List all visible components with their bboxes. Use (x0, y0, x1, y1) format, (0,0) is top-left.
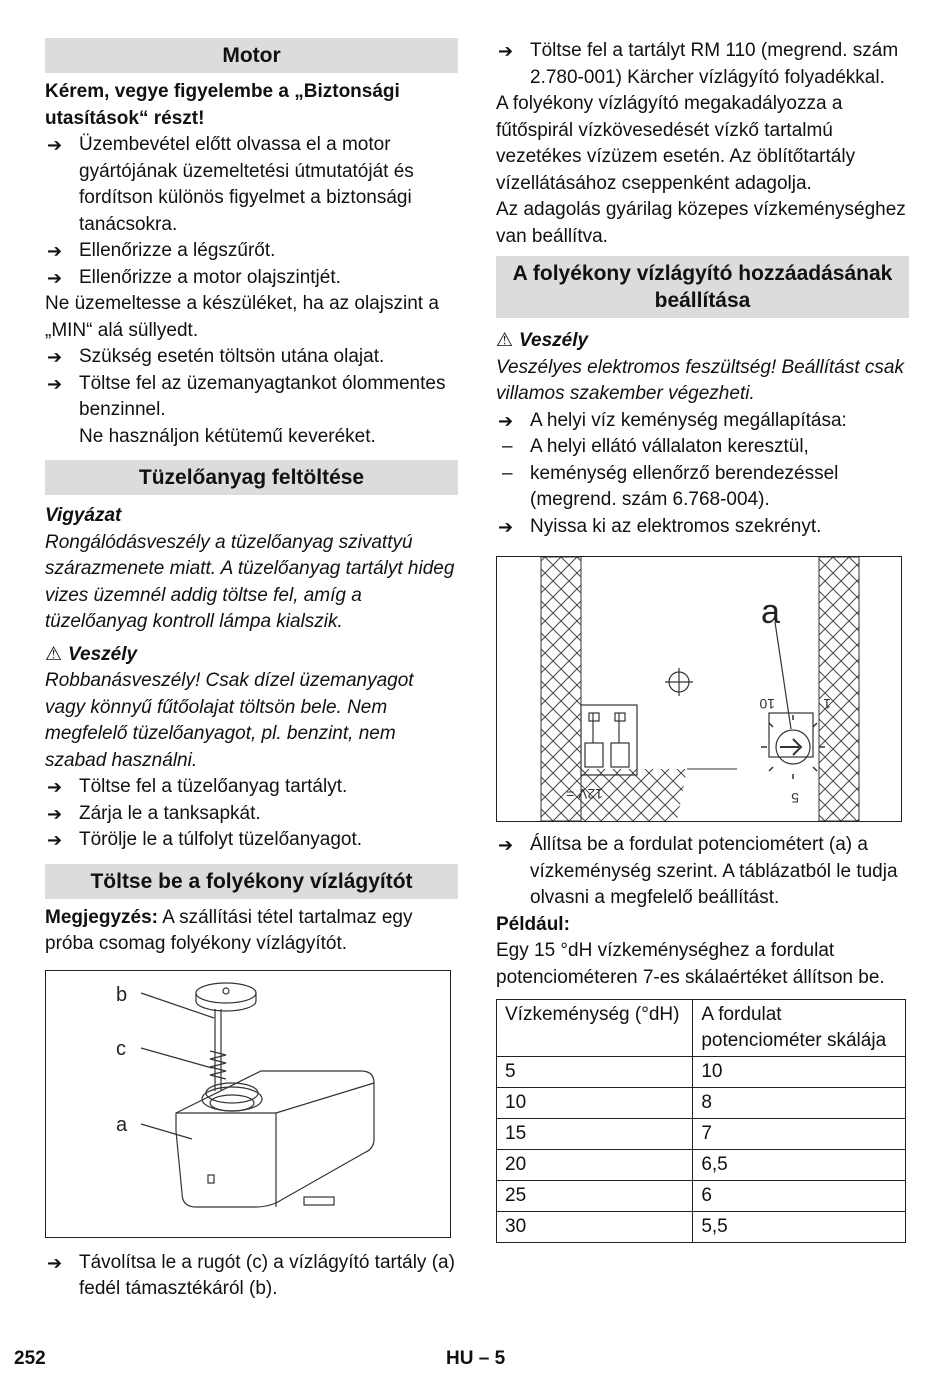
arrow-icon: ➔ (47, 803, 63, 824)
arrow-icon: ➔ (47, 830, 63, 850)
table-cell: 6,5 (693, 1150, 906, 1181)
table-cell: 25 (497, 1181, 693, 1212)
table-cell: A fordulat potenciométer skálája (693, 1000, 906, 1057)
softener-note: Megjegyzés: A szállítási tétel tartalmaz egy próba csomag folyékony vízlágyítót. (45, 906, 413, 954)
hardness-table (496, 999, 906, 1243)
label-a: a (116, 1113, 128, 1136)
table-cell: 10 (693, 1057, 906, 1088)
table-cell: Vízkeménység (°dH) (497, 1000, 693, 1057)
table-row (497, 1181, 906, 1212)
step-item: ➔ Töltse fel a tartályt RM 110 (megrend. szám 2.780-001) Kärcher vízlágyító folyadékkal. (498, 40, 899, 88)
step-item: ➔ Ellenőrizze a légszűrőt. (45, 238, 458, 265)
caution-text: Rongálódásveszély a tüzelőanyag szivattyú szárazmenete miatt. A tüzelőanyag tartályt hideg vizes üzemnél addig töltse fel, amíg a tüzelőanyag kontroll lámpa kialszik. (45, 531, 455, 632)
table-cell: 7 (693, 1119, 906, 1150)
warning-triangle-icon: ⚠ (45, 643, 63, 665)
step-item: ➔ Szükség esetén töltsön utána olajat. (45, 344, 458, 371)
right-column (496, 38, 909, 1243)
scale-label-10: 10 (759, 696, 775, 712)
arrow-icon: ➔ (498, 41, 514, 61)
table-cell: 5,5 (693, 1212, 906, 1243)
label-c: c (116, 1037, 126, 1060)
danger-text: Veszélyes elektromos feszültség! Beállítást csak villamos szakember végezheti. (496, 356, 904, 404)
softener-tank-drawing (46, 971, 450, 1237)
table-cell: 15 (497, 1119, 693, 1150)
danger-heading: ⚠ Veszély (496, 330, 589, 351)
left-column (45, 38, 458, 1303)
step-item: ➔ Állítsa be a fordulat potenciométert (a) a vízkeménység szerint. A táblázatból le tudja olvasni a megfelelő beállítást. (498, 834, 898, 908)
arrow-icon: ➔ (47, 135, 63, 155)
safety-note: Kérem, vegye figyelembe a „Biztonsági utasítások“ részt! (45, 81, 400, 129)
electrical-cabinet-figure (496, 556, 902, 822)
table-cell: 10 (497, 1088, 693, 1119)
dash-item: – keménység ellenőrző berendezéssel (megrend. szám 6.768-004). (502, 462, 839, 510)
step-item: ➔ Nyissa ki az elektromos szekrényt. (496, 514, 909, 541)
table-cell: 20 (497, 1150, 693, 1181)
arrow-icon: ➔ (498, 835, 514, 855)
warning-triangle-icon: ⚠ (496, 330, 514, 351)
label-a: a (761, 593, 780, 631)
arrow-icon: ➔ (47, 347, 63, 367)
dash-item: – A helyi ellátó vállalaton keresztül, (502, 436, 809, 457)
scale-label-5: 5 (791, 790, 799, 806)
arrow-icon: ➔ (47, 1252, 63, 1273)
step-item: ➔ Ellenőrizze a motor olajszintjét. (45, 265, 458, 292)
danger-text: Robbanásveszély! Csak dízel üzemanyagot vagy könnyű fűtőolajat töltsön bele. Nem megfelelő tüzelőanyagot, pl. benzint, nem szabad használni. (45, 670, 414, 771)
example-text: Egy 15 °dH vízkeménységhez a fordulat potenciométeren 7-es skálaértéket állítson be. (496, 940, 885, 988)
table-cell: 30 (497, 1212, 693, 1243)
softener-tank-figure (45, 970, 451, 1238)
table-header-row (497, 1000, 906, 1057)
table-row (497, 1119, 906, 1150)
page-number: 252 (14, 1348, 46, 1369)
potentiometer-drawing (497, 557, 901, 821)
step-note: Ne használjon kétütemű keveréket. (79, 425, 376, 447)
table-row (497, 1150, 906, 1181)
example-label: Például: (496, 913, 570, 935)
label-b: b (116, 983, 128, 1006)
arrow-icon: ➔ (498, 516, 514, 537)
table-cell: 8 (693, 1088, 906, 1119)
step-item: ➔ Üzembevétel előtt olvassa el a motor gyártójának üzemeltetési útmutatóját és fordítson különös figyelmet a biztonsági tanácsokra. (47, 134, 414, 235)
arrow-icon: ➔ (47, 267, 63, 288)
scale-label-1: 1 (823, 696, 831, 712)
step-item: ➔ A helyi víz keménység megállapítása: (496, 408, 909, 435)
table-cell: 6 (693, 1181, 906, 1212)
step-item: ➔ Töltse fel az üzemanyagtankot ólommentes benzinnel. (47, 372, 446, 420)
table-cell: 5 (497, 1057, 693, 1088)
section-number: HU – 5 (446, 1348, 506, 1369)
voltage-label: 12V = (566, 786, 603, 802)
step-item: ➔ Távolítsa le a rugót (c) a vízlágyító tartály (a) fedél támasztékáról (b). (47, 1251, 455, 1299)
oil-note: Ne üzemeltesse a készüléket, ha az olajszint a „MIN“ alá süllyedt. (45, 293, 439, 341)
arrow-icon: ➔ (47, 777, 63, 797)
heading-motor: Motor (45, 38, 458, 73)
step-item: ➔ Töltse fel a tüzelőanyag tartályt. (45, 774, 458, 801)
arrow-icon: ➔ (47, 373, 63, 394)
paragraph: A folyékony vízlágyító megakadályozza a fűtőspirál vízkövesedését vízkő tartalmú vezetékes vízüzem esetén. Az öblítőtartály vízellátásához cseppenként adagolja. (496, 93, 856, 194)
heading-adjust: A folyékony vízlágyító hozzáadásának beállítása (496, 256, 909, 318)
step-item: ➔ Zárja le a tanksapkát. (45, 801, 458, 828)
heading-softener: Töltse be a folyékony vízlágyítót (45, 864, 458, 899)
heading-fuel: Tüzelőanyag feltöltése (45, 460, 458, 495)
paragraph: Az adagolás gyárilag közepes vízkeménységhez van beállítva. (496, 199, 906, 247)
table-row (497, 1088, 906, 1119)
caution-title: Vigyázat (45, 505, 122, 526)
arrow-icon: ➔ (498, 410, 514, 431)
table-row (497, 1057, 906, 1088)
step-item: ➔ Törölje le a túlfolyt tüzelőanyagot. (45, 827, 458, 854)
arrow-icon: ➔ (47, 241, 63, 261)
danger-heading: ⚠ Veszély (45, 643, 138, 665)
table-row (497, 1212, 906, 1243)
